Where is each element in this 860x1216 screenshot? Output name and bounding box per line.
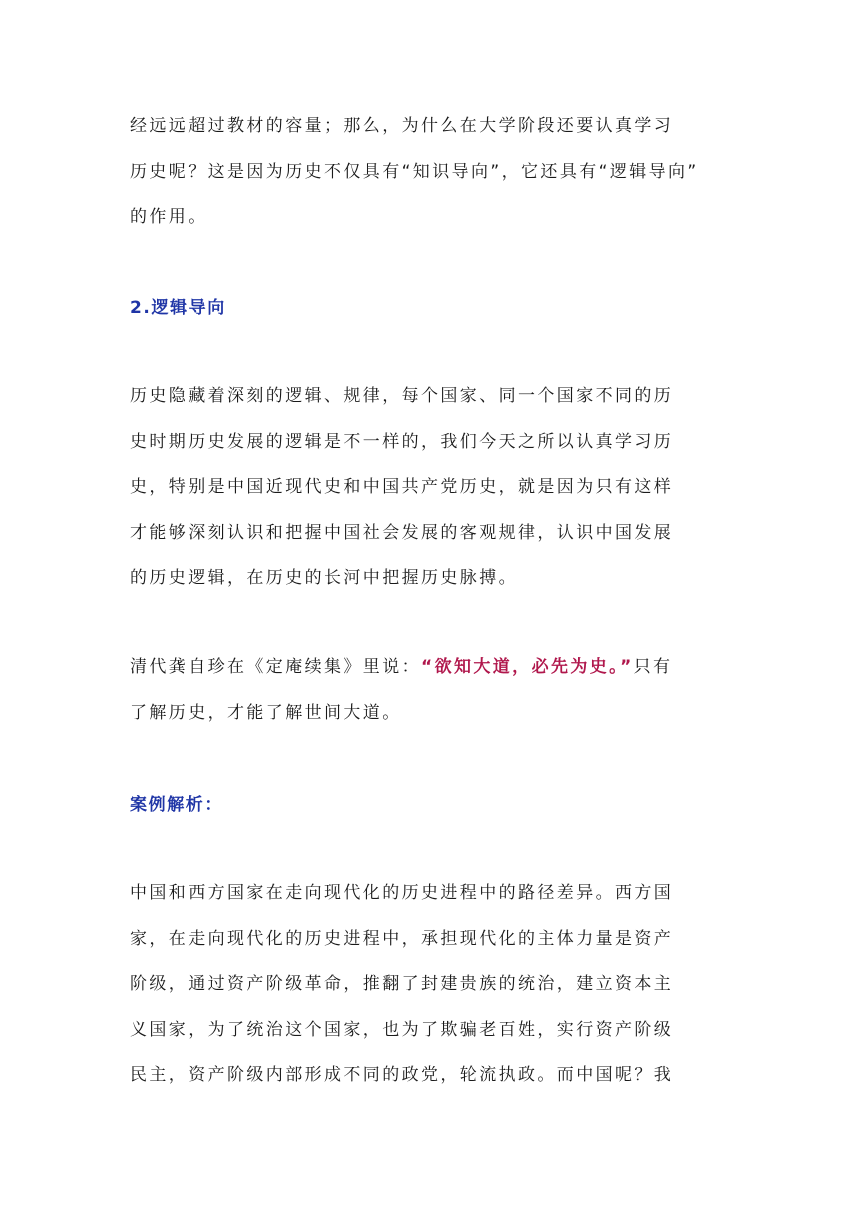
paragraph-quote xyxy=(130,645,730,736)
text-line: 的作用。 xyxy=(130,207,208,227)
text-line: 的历史逻辑，在历史的长河中把握历史脉搏。 xyxy=(130,568,518,588)
text-line: 了解历史，才能了解世间大道。 xyxy=(130,702,402,723)
section-heading-logic-orientation: 2.逻辑导向 xyxy=(130,298,226,318)
highlighted-quote: “欲知大道，必先为史。” xyxy=(421,657,634,677)
text-line: 才能够深刻认识和把握中国社会发展的客观规律，认识中国发展 xyxy=(130,522,674,543)
paragraph-intro xyxy=(130,104,730,241)
text-line: 经远远超过教材的容量；那么，为什么在大学阶段还要认真学习 xyxy=(130,116,674,136)
quote-suffix: 只有 xyxy=(633,657,673,677)
paragraph-logic xyxy=(130,374,730,602)
text-line: 史时期历史发展的逻辑是不一样的，我们今天之所以认真学习历 xyxy=(130,431,674,452)
paragraph-case xyxy=(130,871,730,1099)
text-line: 史，特别是中国近现代史和中国共产党历史，就是因为只有这样 xyxy=(130,477,674,497)
text-line: 义国家，为了统治这个国家，也为了欺骗老百姓，实行资产阶级 xyxy=(130,1019,674,1040)
text-line: 阶级，通过资产阶级革命，推翻了封建贵族的统治，建立资本主 xyxy=(130,974,674,994)
text-line: 历史呢？这是因为历史不仅具有“知识导向”，它还具有“逻辑导向” xyxy=(130,161,699,182)
text-line: 中国和西方国家在走向现代化的历史进程中的路径差异。西方国 xyxy=(130,883,674,903)
quote-prefix: 清代龚自珍在《定庵续集》里说： xyxy=(130,657,421,677)
text-line: 历史隐藏着深刻的逻辑、规律，每个国家、同一个国家不同的历 xyxy=(130,386,674,406)
text-line xyxy=(130,645,730,691)
text-line: 家，在走向现代化的历史进程中，承担现代化的主体力量是资产 xyxy=(130,928,674,949)
section-heading-case-analysis: 案例解析： xyxy=(130,795,223,815)
text-line: 民主，资产阶级内部形成不同的政党，轮流执政。而中国呢？我 xyxy=(130,1065,674,1085)
